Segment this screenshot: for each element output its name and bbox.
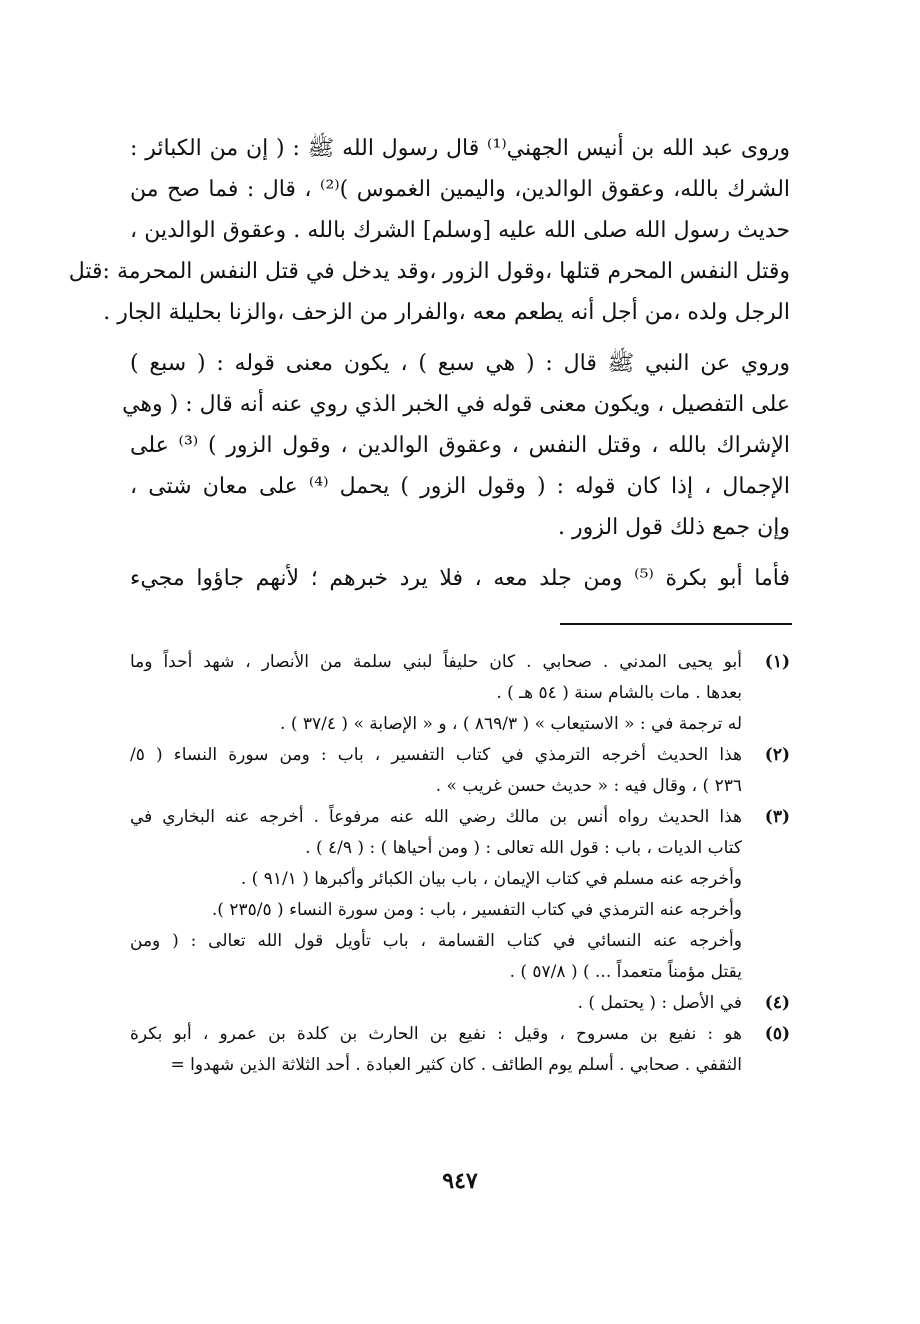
footnote-4 xyxy=(130,988,790,1019)
text-line: وروى عبد الله بن أنيس الجهني⁽¹⁾ قال رسول الله ﷺ : ( إن من الكبائر : xyxy=(130,136,790,161)
text-line: الرجل ولده ،من أجل أنه يطعم معه ،والفرار من الزحف ،والزنا بحليلة الجار . xyxy=(103,300,790,325)
footnote-line: في الأصل : ( يحتمل ) . xyxy=(577,993,742,1013)
footnotes xyxy=(130,647,790,1081)
footnote-line: بعدها . مات بالشام سنة ( ٥٤ هـ ) . xyxy=(496,683,742,703)
footnote-line: وأخرجه عنه الترمذي في كتاب التفسير ، باب : ومن سورة النساء ( ٢٣٥/٥ ). xyxy=(211,900,742,920)
footnote-line: الثقفي . صحابي . أسلم يوم الطائف . كان كثير العبادة . أحد الثلاثة الذين شهدوا = xyxy=(170,1055,742,1075)
footnote-3 xyxy=(130,802,790,988)
footnote-5 xyxy=(130,1019,790,1081)
footnote-body xyxy=(130,740,742,802)
footnote-number: (٤) xyxy=(764,993,790,1013)
main-text xyxy=(68,128,791,609)
page-number: ٩٤٧ xyxy=(442,1168,478,1194)
footnote-line: وأخرجه عنه مسلم في كتاب الإيمان ، باب بيان الكبائر وأكبرها ( ٩١/١ ) . xyxy=(240,869,742,889)
text-line: حديث رسول الله صلى الله عليه [وسلم] الشرك بالله . وعقوق الوالدين ، xyxy=(130,218,790,243)
footnote-2 xyxy=(130,740,790,802)
text-line: على التفصيل ، ويكون معنى قوله في الخبر الذي روي عنه أنه قال : ( وهي xyxy=(122,392,790,417)
footnote-number: (١) xyxy=(764,652,790,672)
footnote-line: أبو يحيى المدني . صحابي . كان حليفاً لبني سلمة من الأنصار ، شهد أحداً وما xyxy=(130,652,742,672)
footnote-number: (٣) xyxy=(764,807,790,827)
footnote-line: هذا الحديث رواه أنس بن مالك رضي الله عنه مرفوعاً . أخرجه عنه البخاري في xyxy=(130,807,742,827)
footnote-1 xyxy=(130,647,790,740)
text-line: وروي عن النبي ﷺ قال : ( هي سبع ) ، يكون معنى قوله : ( سبع ) xyxy=(130,351,790,376)
footnote-line: كتاب الديات ، باب : قول الله تعالى : ( ومن أحياها ) : ( ٤/٩ ) . xyxy=(305,838,742,858)
text-line: فأما أبو بكرة ⁽⁵⁾ ومن جلد معه ، فلا يرد خبرهم ؛ لأنهم جاؤوا مجيء xyxy=(130,566,790,591)
footnote-body xyxy=(130,647,742,740)
text-line: الإشراك بالله ، وقتل النفس ، وعقوق الوالدين ، وقول الزور ) ⁽³⁾ على xyxy=(130,433,790,458)
footnote-line: هذا الحديث أخرجه الترمذي في كتاب التفسير ، باب : ومن سورة النساء ( ٥/ xyxy=(130,745,742,765)
paragraph-2 xyxy=(122,343,791,548)
text-line: الشرك بالله، وعقوق الوالدين، واليمين الغموس )⁽²⁾ ، قال : فما صح من xyxy=(130,177,791,202)
footnote-number: (٥) xyxy=(764,1024,790,1044)
text-line: وإن جمع ذلك قول الزور . xyxy=(558,515,790,540)
footnote-separator xyxy=(560,623,792,625)
footnote-line: هو : نفيع بن مسروح ، وقيل : نفيع بن الحارث بن كلدة بن عمرو ، أبو بكرة xyxy=(130,1024,742,1044)
text-line: الإجمال ، إذا كان قوله : ( وقول الزور ) يحمل ⁽⁴⁾ على معان شتى ، xyxy=(130,474,791,499)
footnote-line: وأخرجه عنه النسائي في كتاب القسامة ، باب تأويل قول الله تعالى : ( ومن xyxy=(130,931,742,951)
paragraph-1 xyxy=(68,128,791,333)
footnote-body xyxy=(130,802,742,988)
footnote-line: يقتل مؤمناً متعمداً ... ) ( ٥٧/٨ ) . xyxy=(509,962,742,982)
paragraph-3 xyxy=(130,558,790,599)
footnote-body xyxy=(130,988,742,1019)
footnote-body xyxy=(130,1019,742,1081)
footnote-line: ٢٣٦ ) ، وقال فيه : « حديث حسن غريب » . xyxy=(435,776,742,796)
footnote-line: له ترجمة في : « الاستيعاب » ( ٨٦٩/٣ ) ، و « الإصابة » ( ٣٧/٤ ) . xyxy=(280,714,742,734)
footnote-number: (٢) xyxy=(764,745,790,765)
text-line: وقتل النفس المحرم قتلها ،وقول الزور ،وقد يدخل في قتل النفس المحرمة :قتل xyxy=(68,259,790,284)
